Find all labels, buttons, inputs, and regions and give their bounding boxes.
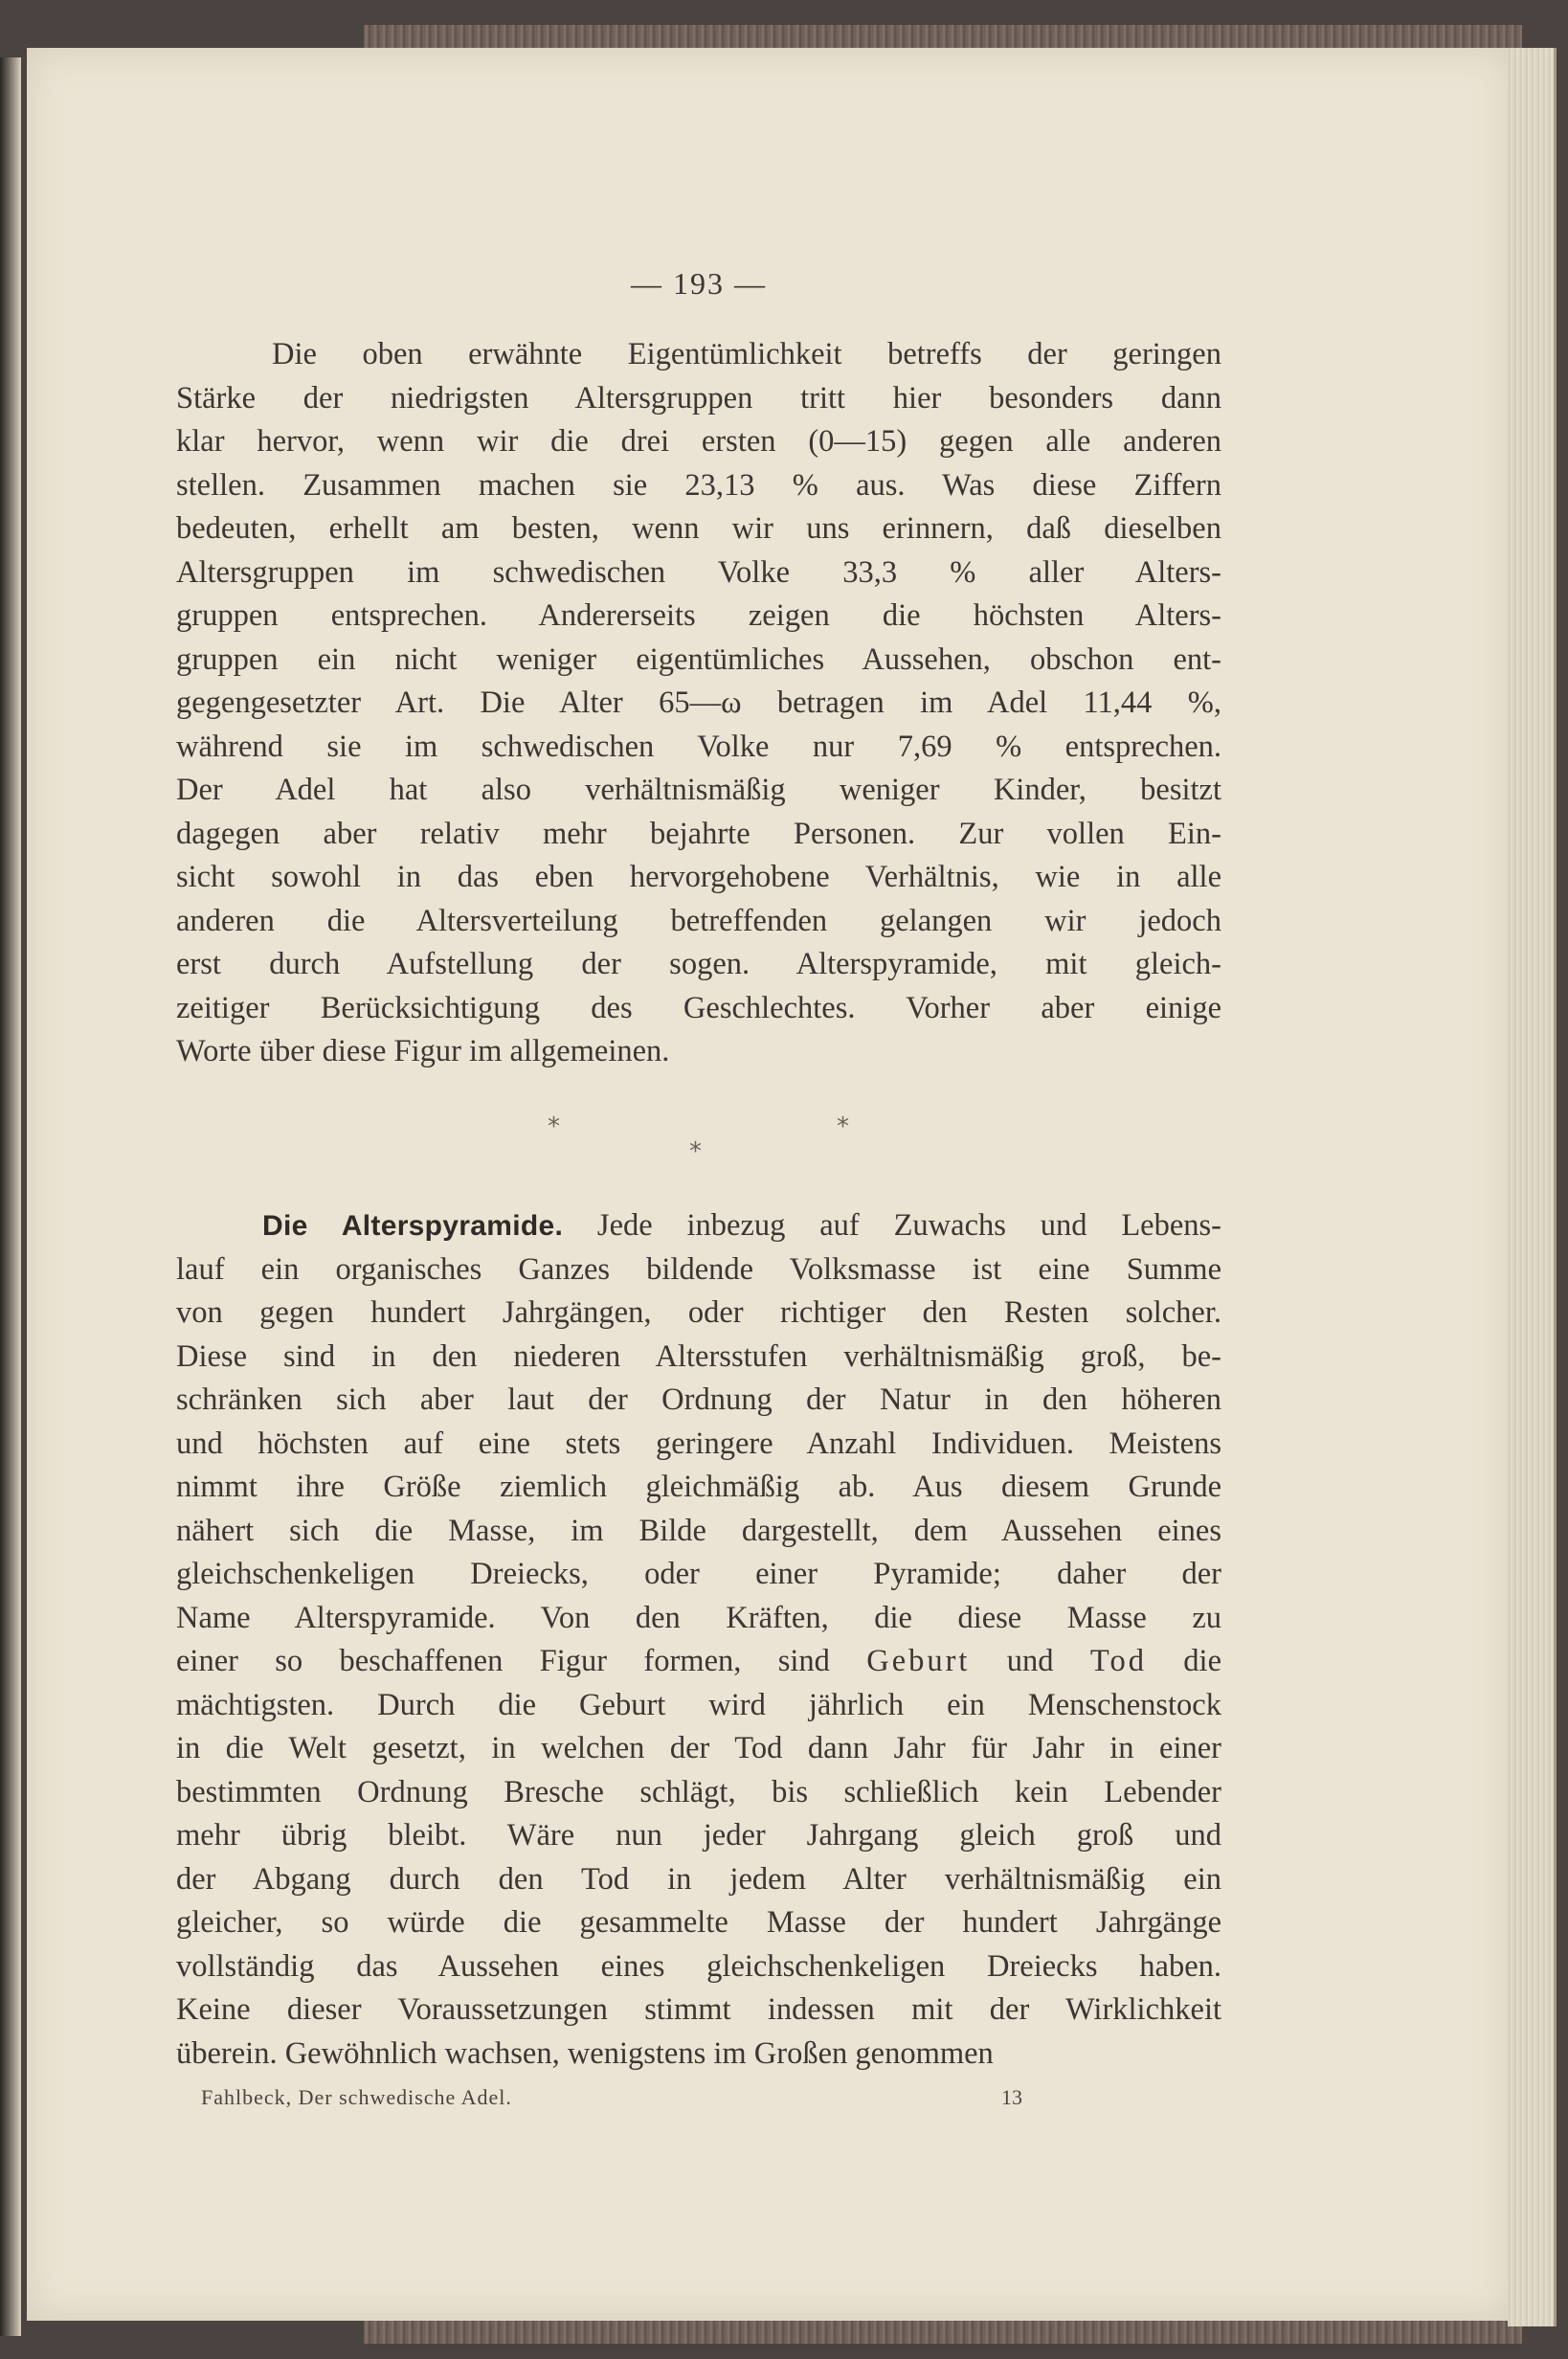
text-line: mächtigsten. Durch die Geburt wird jährlich ein Menschenstock [176,1687,1221,1722]
text-line: Keine dieser Voraussetzungen stimmt indessen mit der Wirklichkeit [176,1992,1221,2027]
paragraph-2 [176,1204,1221,2076]
text-line: gruppen ein nicht weniger eigentümliches Aussehen, obschon ent- [176,641,1221,677]
text-line: klar hervor, wenn wir die drei ersten (0—15) gegen alle anderen [176,424,1221,459]
text-run: Jede inbezug auf Zuwachs und Lebens- [596,1208,1221,1243]
text-line: Der Adel hat also verhältnismäßig weniger Kinder, besitzt [176,773,1221,807]
text-line: dagegen aber relativ mehr bejahrte Personen. Zur vollen Ein- [176,816,1221,851]
text-run: und [1006,1644,1054,1678]
text-line: stellen. Zusammen machen sie 23,13 % aus. Was diese Ziffern [176,467,1221,503]
paragraph-1 [176,333,1221,1074]
footer-signature: Fahlbeck, Der schwedische Adel. [201,2085,512,2109]
section-heading: Die Alterspyramide. [262,1210,564,1242]
spaced-word: Tod [1089,1644,1147,1678]
text-line [176,1204,1221,1248]
text-line: nimmt ihre Größe ziemlich gleichmäßig ab. Aus diesem Grunde [176,1470,1221,1504]
text-line: gruppen entsprechen. Andererseits zeigen die höchsten Alters- [176,598,1221,633]
text-line: Die oben erwähnte Eigentümlichkeit betreffs der geringen [272,337,1221,371]
text-line: Stärke der niedrigsten Altersgruppen tritt hier besonders dann [176,380,1221,416]
text-line: und höchsten auf eine stets geringere Anzahl Individuen. Meistens [176,1426,1221,1461]
text-line: überein. Gewöhnlich wachsen, wenigstens im Großen genommen [176,2035,994,2071]
left-page-edge [0,57,21,2336]
text-line: anderen die Altersverteilung betreffenden gelangen wir jedoch [176,903,1221,938]
text-line: gleicher, so würde die gesammelte Masse der hundert Jahrgänge [176,1905,1221,1940]
text-line: vollständig das Aussehen eines gleichschenkeligen Dreiecks haben. [176,1948,1221,1984]
top-binding-band [364,25,1522,50]
text-line: in die Welt gesetzt, in welchen der Tod dann Jahr für Jahr in einer [176,1731,1221,1765]
text-line: nähert sich die Masse, im Bilde dargestellt, dem Aussehen eines [176,1513,1221,1548]
text-line: schränken sich aber laut der Ordnung der Natur in den höheren [176,1382,1221,1417]
text-line [176,1640,1221,1684]
text-line: Altersgruppen im schwedischen Volke 33,3 % aller Alters- [176,554,1221,590]
sheet-number: 13 [1001,2085,1022,2109]
text-run: die [1183,1644,1221,1678]
text-line: bedeuten, erhellt am besten, wenn wir uns erinnern, daß dieselben [176,511,1221,546]
text-line: der Abgang durch den Tod in jedem Alter verhältnismäßig ein [176,1861,1221,1897]
text-run: einer so beschaffenen Figur formen, sind [176,1644,830,1678]
separator-star: * [548,1112,560,1141]
separator-star: * [689,1137,702,1166]
section-separator [176,1112,1221,1180]
text-line: Worte über diese Figur im allgemeinen. [176,1034,670,1068]
page-number: — 193 — [631,266,767,301]
text-line: gegengesetzter Art. Die Alter 65—ω betragen im Adel 11,44 %, [176,685,1221,720]
text-line: Name Alterspyramide. Von den Kräften, die diese Masse zu [176,1600,1221,1635]
text-line: erst durch Aufstellung der sogen. Alterspyramide, mit gleich- [176,947,1221,981]
text-line: bestimmten Ordnung Bresche schlägt, bis schließlich kein Lebender [176,1774,1221,1809]
separator-star: * [837,1112,849,1141]
text-line: während sie im schwedischen Volke nur 7,69 % entsprechen. [176,729,1221,764]
spaced-word: Geburt [866,1644,971,1678]
text-line: mehr übrig bleibt. Wäre nun jeder Jahrgang gleich groß und [176,1818,1221,1853]
text-line: lauf ein organisches Ganzes bildende Volksmasse ist eine Summe [176,1251,1221,1287]
text-line: von gegen hundert Jahrgängen, oder richtiger den Resten solcher. [176,1295,1221,1330]
text-line: gleichschenkeligen Dreiecks, oder einer Pyramide; daher der [176,1557,1221,1591]
text-line: Diese sind in den niederen Altersstufen verhältnismäßig groß, be- [176,1338,1221,1374]
text-line: sicht sowohl in das eben hervorgehobene Verhältnis, wie in alle [176,860,1221,894]
page-stack-edge [1508,48,1557,2326]
text-line: zeitiger Berücksichtigung des Geschlechtes. Vorher aber einige [176,990,1221,1025]
